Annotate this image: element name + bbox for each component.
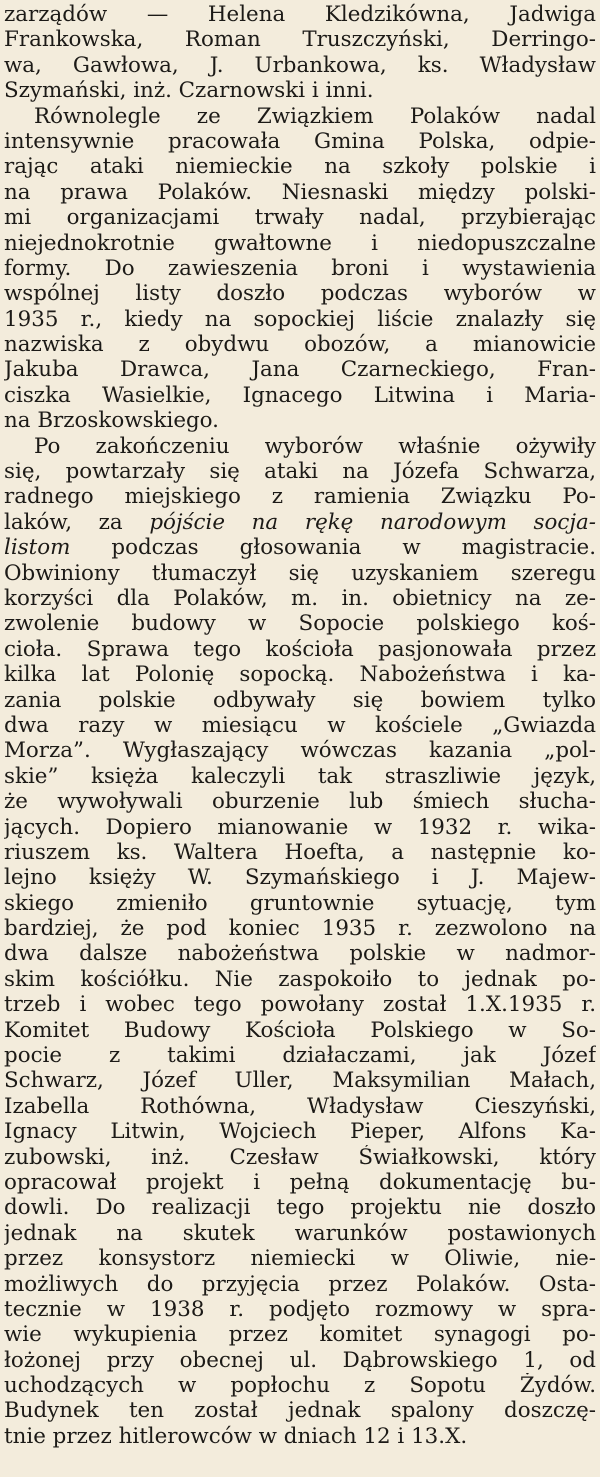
text-line: że wywoływali oburzenie lub śmiech słucha- bbox=[4, 789, 596, 815]
text-line: Obwiniony tłumaczył się uzyskaniem szeregu bbox=[4, 560, 596, 586]
text-line: skie” księża kaleczyli tak straszliwie język, bbox=[4, 763, 596, 789]
text-line: tecznie w 1938 r. podjęto rozmowy w spra- bbox=[4, 1296, 596, 1322]
text-line: łożonej przy obecnej ul. Dąbrowskiego 1, od bbox=[4, 1347, 596, 1373]
text-line: cioła. Sprawa tego kościoła pasjonowała przez bbox=[4, 636, 596, 662]
text-line: Ignacy Litwin, Wojciech Pieper, Alfons Ka- bbox=[4, 1119, 596, 1145]
text-line: zania polskie odbywały się bowiem tylko bbox=[4, 687, 596, 713]
text-line: jących. Dopiero mianowanie w 1932 r. wika- bbox=[4, 814, 596, 840]
document-page bbox=[4, 2, 596, 1449]
text-line: wa, Gawłowa, J. Urbankowa, ks. Władysław bbox=[4, 52, 596, 78]
text-line: listom podczas głosowania w magistracie. bbox=[4, 535, 596, 561]
text-line: zarządów — Helena Kledzikówna, Jadwiga bbox=[4, 2, 596, 27]
text-line: Morza”. Wygłaszający wówczas kazania „pol- bbox=[4, 738, 596, 764]
text-line: radnego miejskiego z ramienia Związku Po- bbox=[4, 484, 596, 510]
text-line: opracował projekt i pełną dokumentację bu- bbox=[4, 1169, 596, 1195]
text-line: tnie przez hitlerowców w dniach 12 i 13.X. bbox=[4, 1423, 468, 1449]
text-line: nazwiska z obydwu obozów, a mianowicie bbox=[4, 332, 596, 358]
text-line: niejednokrotnie gwałtowne i niedopuszczalne bbox=[4, 230, 596, 256]
text-line: jednak na skutek warunków postawionych bbox=[4, 1220, 596, 1246]
text-line: lejno księży W. Szymańskiego i J. Majew- bbox=[4, 865, 596, 891]
text-line: przez konsystorz niemiecki w Oliwie, nie- bbox=[4, 1246, 596, 1272]
text-line: dwa dalsze nabożeństwa polskie w nadmor- bbox=[4, 941, 596, 967]
text-line: 1935 r., kiedy na sopockiej liście znalazły się bbox=[4, 306, 596, 332]
text-line: się, powtarzały się ataki na Józefa Schwarza, bbox=[4, 459, 596, 485]
text-line: wspólnej listy doszło podczas wyborów w bbox=[4, 281, 596, 307]
text-line: Budynek ten został jednak spalony doszczę- bbox=[4, 1398, 596, 1424]
paragraph bbox=[4, 2, 596, 104]
text-line: skiego zmieniło gruntownie sytuację, tym bbox=[4, 890, 596, 916]
text-line: bardziej, że pod koniec 1935 r. zezwolono na bbox=[4, 916, 596, 942]
text-line: korzyści dla Polaków, m. in. obietnicy na ze- bbox=[4, 585, 596, 611]
paragraph bbox=[4, 434, 596, 1450]
text-line: zwolenie budowy w Sopocie polskiego koś- bbox=[4, 611, 596, 637]
text-line: Po zakończeniu wyborów właśnie ożywiły bbox=[34, 433, 596, 459]
text-line: Komitet Budowy Kościoła Polskiego w So- bbox=[4, 1017, 596, 1043]
text-line: na prawa Polaków. Niesnaski między polski- bbox=[4, 179, 596, 205]
text-line: Frankowska, Roman Truszczyński, Derringo- bbox=[4, 27, 596, 53]
text-line: uchodzących w popłochu z Sopotu Żydów. bbox=[4, 1373, 596, 1399]
paragraph bbox=[4, 104, 596, 434]
text-line: formy. Do zawieszenia broni i wystawienia bbox=[4, 255, 596, 281]
text-line: Jakuba Drawca, Jana Czarneckiego, Fran- bbox=[4, 357, 596, 383]
text-line: ciszka Wasielkie, Ignacego Litwina i Maria- bbox=[4, 382, 596, 408]
text-line: intensywnie pracowała Gmina Polska, odpie- bbox=[4, 128, 596, 154]
text-line: riuszem ks. Waltera Hoefta, a następnie ko- bbox=[4, 839, 596, 865]
text-line: na Brzoskowskiego. bbox=[4, 408, 219, 434]
text-line: Izabella Rothówna, Władysław Cieszyński, bbox=[4, 1093, 596, 1119]
text-line: wie wykupienia przez komitet synagogi po- bbox=[4, 1322, 596, 1348]
text-line: mi organizacjami trwały nadal, przybierając bbox=[4, 205, 596, 231]
text-line: trzeb i wobec tego powołany został 1.X.1935 r. bbox=[4, 992, 596, 1018]
text-line: rając ataki niemieckie na szkoły polskie i bbox=[4, 154, 596, 180]
text-line: dowli. Do realizacji tego projektu nie doszło bbox=[4, 1195, 596, 1221]
text-line: kilka lat Polonię sopocką. Nabożeństwa i ka- bbox=[4, 662, 596, 688]
text-line: Szymański, inż. Czarnowski i inni. bbox=[4, 78, 374, 104]
text-line: zubowski, inż. Czesław Świałkowski, który bbox=[4, 1144, 596, 1170]
text-line: laków, za pójście na rękę narodowym socja- bbox=[4, 509, 596, 535]
text-line: pocie z takimi działaczami, jak Józef bbox=[4, 1043, 596, 1069]
text-line: skim kościółku. Nie zaspokoiło to jednak po- bbox=[4, 966, 596, 992]
text-line: Schwarz, Józef Uller, Maksymilian Małach, bbox=[4, 1068, 596, 1094]
text-line: dwa razy w miesiącu w kościele „Gwiazda bbox=[4, 712, 596, 738]
text-line: Równolegle ze Związkiem Polaków nadal bbox=[34, 103, 596, 129]
text-line: możliwych do przyjęcia przez Polaków. Osta- bbox=[4, 1271, 596, 1297]
